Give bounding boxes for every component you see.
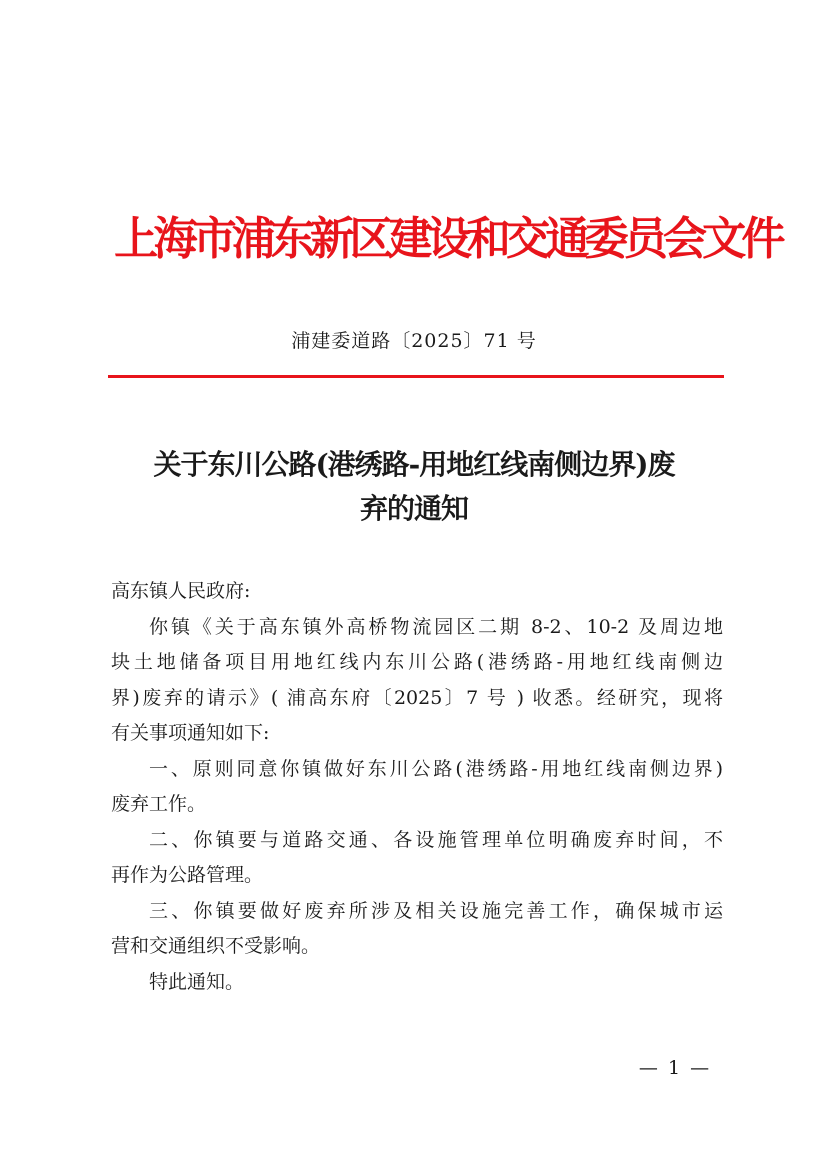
- paragraph-line: 有关事项通知如下:: [111, 722, 270, 744]
- paragraph-line: 你镇《关于高东镇外高桥物流园区二期 8-2、10-2 及周边地: [149, 615, 723, 638]
- item-one: [111, 752, 723, 823]
- closing-text: 特此通知。: [149, 970, 245, 993]
- paragraph-line: 块土地储备项目用地红线内东川公路(港绣路-用地红线南侧边: [111, 651, 723, 673]
- document-number: 浦建委道路〔2025〕71 号: [291, 330, 537, 352]
- page-number: — 1 —: [638, 1057, 712, 1079]
- paragraph-line: 二、你镇要与道路交通、各设施管理单位明确废弃时间，不: [149, 828, 723, 851]
- document-body: [111, 574, 723, 1000]
- document-title-line-2: 弃的通知: [359, 492, 468, 525]
- paragraph-line: 三、你镇要做好废弃所涉及相关设施完善工作，确保城市运: [149, 899, 723, 922]
- paragraph-line: 废弃工作。: [111, 793, 207, 815]
- closing: [111, 965, 723, 1001]
- paragraph-line: 界)废弃的请示》( 浦高东府〔2025〕7 号 ) 收悉。经研究，现将: [111, 686, 723, 709]
- paragraph-line: 再作为公路管理。: [111, 864, 264, 886]
- document-title: [108, 443, 720, 531]
- red-separator-line: [108, 375, 724, 378]
- paragraph-request: [111, 610, 723, 752]
- paragraph-line: 一、原则同意你镇做好东川公路(港绣路-用地红线南侧边界): [149, 757, 723, 780]
- paragraph-line: 营和交通组织不受影响。: [111, 935, 321, 957]
- recipient-text: 高东镇人民政府:: [111, 580, 251, 602]
- item-three: [111, 894, 723, 965]
- recipient: [111, 574, 723, 610]
- document-title-line-1: 关于东川公路(港绣路-用地红线南侧边界)废: [153, 448, 675, 481]
- item-two: [111, 823, 723, 894]
- document-masthead: 上海市浦东新区建设和交通委员会文件: [114, 212, 781, 265]
